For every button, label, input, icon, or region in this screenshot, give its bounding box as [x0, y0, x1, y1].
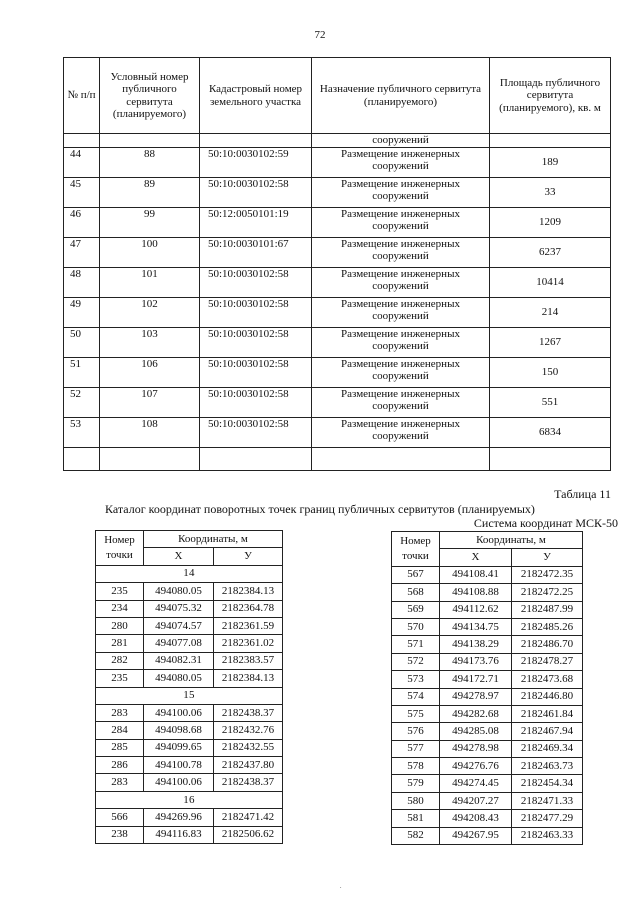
- header-num: № п/п: [64, 58, 100, 134]
- table-row: [64, 267, 611, 297]
- row-number: 47: [64, 237, 100, 267]
- coordinate-row: [392, 792, 583, 809]
- point-number: 238: [96, 826, 144, 843]
- point-number: 574: [392, 688, 440, 705]
- coordinate-row: [96, 652, 283, 669]
- coord-x: 494285.08: [440, 723, 512, 740]
- coord-y: 2182469.34: [512, 740, 583, 757]
- coord-y: 2182506.62: [214, 826, 283, 843]
- area: 10414: [490, 267, 611, 297]
- row-number: 48: [64, 267, 100, 297]
- coord-x: 494267.95: [440, 827, 512, 844]
- coordinate-row: [392, 705, 583, 722]
- header-cadastral-number: Кадастровый номер земельного участка: [200, 58, 312, 134]
- area: 33: [490, 177, 611, 207]
- header-point-number: Номер точки: [96, 531, 144, 566]
- purpose-line-2: сооружений: [372, 190, 429, 202]
- purpose-line-1: Размещение инженерных: [341, 147, 460, 160]
- coord-y: 2182478.27: [512, 653, 583, 670]
- coord-x: 494278.98: [440, 740, 512, 757]
- point-number: 572: [392, 653, 440, 670]
- purpose: [312, 267, 490, 297]
- point-number: 235: [96, 583, 144, 600]
- coord-y: 2182432.76: [214, 722, 283, 739]
- area: 6834: [490, 417, 611, 447]
- coord-y: 2182461.84: [512, 705, 583, 722]
- continuation-text: сооружений: [312, 134, 490, 148]
- purpose-line-1: Размещение инженерных: [341, 387, 460, 400]
- coordinates-table-right: [391, 531, 583, 845]
- point-number: 235: [96, 670, 144, 687]
- coord-y: 2182384.13: [214, 670, 283, 687]
- group-row: [96, 687, 283, 704]
- coord-y: 2182467.94: [512, 723, 583, 740]
- point-number: 569: [392, 601, 440, 618]
- coord-x: 494099.65: [144, 739, 214, 756]
- coord-x: 494138.29: [440, 636, 512, 653]
- cadastral-number: 50:10:0030102:59: [200, 147, 312, 177]
- table-title: Каталог координат поворотных точек границ публичных сервитутов (планируемых): [105, 502, 535, 516]
- coord-y: 2182485.26: [512, 618, 583, 635]
- coordinate-row: [96, 774, 283, 791]
- coordinate-row: [96, 809, 283, 826]
- coord-x: 494208.43: [440, 810, 512, 827]
- empty-cell: [64, 447, 100, 470]
- point-number: 570: [392, 618, 440, 635]
- purpose-line-1: Размещение инженерных: [341, 297, 460, 310]
- purpose: [312, 297, 490, 327]
- coordinate-row: [392, 827, 583, 844]
- coordinate-row: [96, 600, 283, 617]
- coord-x: 494173.76: [440, 653, 512, 670]
- row-number: 50: [64, 327, 100, 357]
- cadastral-number: 50:10:0030102:58: [200, 417, 312, 447]
- cadastral-number: 50:10:0030102:58: [200, 267, 312, 297]
- coordinate-row: [96, 583, 283, 600]
- cadastral-number: 50:12:0050101:19: [200, 207, 312, 237]
- area: 6237: [490, 237, 611, 267]
- cadastral-number: 50:10:0030102:58: [200, 387, 312, 417]
- point-number: 282: [96, 652, 144, 669]
- coord-x: 494075.32: [144, 600, 214, 617]
- conditional-number: 88: [100, 147, 200, 177]
- cadastral-number: 50:10:0030102:58: [200, 297, 312, 327]
- header-purpose: Назначение публичного сервитута (планируемого): [312, 58, 490, 134]
- purpose-line-2: сооружений: [372, 310, 429, 322]
- header-x: X: [144, 548, 214, 565]
- group-row: [96, 791, 283, 808]
- header-coordinates: Координаты, м: [144, 531, 283, 548]
- coord-y: 2182364.78: [214, 600, 283, 617]
- conditional-number: 103: [100, 327, 200, 357]
- purpose-line-1: Размещение инженерных: [341, 357, 460, 370]
- header-coordinates: Координаты, м: [440, 532, 583, 549]
- conditional-number: 99: [100, 207, 200, 237]
- header-conditional-number: Условный номер публичного сервитута (планируемого): [100, 58, 200, 134]
- area: 1267: [490, 327, 611, 357]
- point-number: 234: [96, 600, 144, 617]
- coord-x: 494074.57: [144, 617, 214, 634]
- coordinate-row: [392, 636, 583, 653]
- purpose-line-1: Размещение инженерных: [341, 267, 460, 280]
- purpose-line-1: Размещение инженерных: [341, 417, 460, 430]
- coord-x: 494172.71: [440, 671, 512, 688]
- point-number: 582: [392, 827, 440, 844]
- coord-x: 494100.78: [144, 757, 214, 774]
- conditional-number: 107: [100, 387, 200, 417]
- coord-x: 494100.06: [144, 704, 214, 721]
- coord-y: 2182487.99: [512, 601, 583, 618]
- conditional-number: 100: [100, 237, 200, 267]
- coordinate-row: [96, 617, 283, 634]
- table-row: [64, 327, 611, 357]
- coord-y: 2182437.80: [214, 757, 283, 774]
- table-row: [64, 207, 611, 237]
- conditional-number: 101: [100, 267, 200, 297]
- cadastral-number: 50:10:0030101:67: [200, 237, 312, 267]
- point-number: 573: [392, 671, 440, 688]
- table-label: Таблица 11: [554, 487, 611, 501]
- cadastral-number: 50:10:0030102:58: [200, 357, 312, 387]
- row-number: 46: [64, 207, 100, 237]
- area: 189: [490, 147, 611, 177]
- coord-x: 494282.68: [440, 705, 512, 722]
- coord-x: 494134.75: [440, 618, 512, 635]
- purpose: [312, 207, 490, 237]
- coord-y: 2182446.80: [512, 688, 583, 705]
- conditional-number: 89: [100, 177, 200, 207]
- point-number: 284: [96, 722, 144, 739]
- point-number: 568: [392, 584, 440, 601]
- coord-x: 494112.62: [440, 601, 512, 618]
- area: 214: [490, 297, 611, 327]
- servitude-group-number: 14: [96, 565, 283, 582]
- coordinate-row: [392, 671, 583, 688]
- point-number: 577: [392, 740, 440, 757]
- table-row: [64, 237, 611, 267]
- empty-cell: [200, 447, 312, 470]
- purpose: [312, 327, 490, 357]
- coord-y: 2182473.68: [512, 671, 583, 688]
- coordinate-system: Система координат МСК-50: [473, 516, 618, 530]
- coord-y: 2182454.34: [512, 775, 583, 792]
- coord-x: 494116.83: [144, 826, 214, 843]
- coord-y: 2182471.33: [512, 792, 583, 809]
- coordinate-row: [392, 601, 583, 618]
- coordinate-row: [96, 722, 283, 739]
- header-y: У: [512, 549, 583, 566]
- coord-y: 2182361.02: [214, 635, 283, 652]
- point-number: 581: [392, 810, 440, 827]
- continuation-row: [64, 134, 611, 148]
- row-number: 45: [64, 177, 100, 207]
- coord-y: 2182383.57: [214, 652, 283, 669]
- purpose-line-1: Размещение инженерных: [341, 327, 460, 340]
- coordinate-row: [392, 688, 583, 705]
- coordinate-row: [392, 653, 583, 670]
- coord-x: 494274.45: [440, 775, 512, 792]
- point-number: 580: [392, 792, 440, 809]
- cadastral-number: 50:10:0030102:58: [200, 177, 312, 207]
- empty-row: [64, 447, 611, 470]
- coordinate-row: [96, 757, 283, 774]
- point-number: 566: [96, 809, 144, 826]
- point-number: 578: [392, 758, 440, 775]
- row-number: 44: [64, 147, 100, 177]
- coord-y: 2182477.29: [512, 810, 583, 827]
- coord-y: 2182384.13: [214, 583, 283, 600]
- area: 150: [490, 357, 611, 387]
- coord-x: 494082.31: [144, 652, 214, 669]
- purpose: [312, 177, 490, 207]
- point-number: 579: [392, 775, 440, 792]
- purpose: [312, 387, 490, 417]
- conditional-number: 108: [100, 417, 200, 447]
- purpose-line-2: сооружений: [372, 400, 429, 412]
- group-row: [96, 565, 283, 582]
- point-number: 286: [96, 757, 144, 774]
- point-number: 576: [392, 723, 440, 740]
- header-x: X: [440, 549, 512, 566]
- coordinate-row: [392, 758, 583, 775]
- coord-y: 2182432.55: [214, 739, 283, 756]
- coord-x: 494080.05: [144, 583, 214, 600]
- row-number: 52: [64, 387, 100, 417]
- coord-y: 2182361.59: [214, 617, 283, 634]
- point-number: 571: [392, 636, 440, 653]
- servitude-group-number: 16: [96, 791, 283, 808]
- header-area: Площадь публичного сервитута (планируемого), кв. м: [490, 58, 611, 134]
- purpose-line-2: сооружений: [372, 220, 429, 232]
- coordinate-row: [96, 670, 283, 687]
- coord-x: 494278.97: [440, 688, 512, 705]
- purpose-line-2: сооружений: [372, 250, 429, 262]
- coordinate-row: [392, 618, 583, 635]
- purpose-line-2: сооружений: [372, 370, 429, 382]
- point-number: 283: [96, 774, 144, 791]
- point-number: 280: [96, 617, 144, 634]
- table-row: [64, 177, 611, 207]
- row-number: 49: [64, 297, 100, 327]
- coordinate-row: [392, 566, 583, 583]
- coord-x: 494276.76: [440, 758, 512, 775]
- coord-y: 2182463.73: [512, 758, 583, 775]
- point-number: 567: [392, 566, 440, 583]
- coordinate-row: [96, 635, 283, 652]
- header-y: У: [214, 548, 283, 565]
- purpose-line-2: сооружений: [372, 280, 429, 292]
- coordinate-row: [392, 775, 583, 792]
- coord-y: 2182486.70: [512, 636, 583, 653]
- point-number: 281: [96, 635, 144, 652]
- coordinate-row: [96, 704, 283, 721]
- point-number: 283: [96, 704, 144, 721]
- footer-mark: .: [340, 884, 342, 890]
- coord-x: 494100.06: [144, 774, 214, 791]
- coordinate-row: [392, 810, 583, 827]
- purpose-line-2: сооружений: [372, 430, 429, 442]
- area: 551: [490, 387, 611, 417]
- servitude-group-number: 15: [96, 687, 283, 704]
- coord-y: 2182463.33: [512, 827, 583, 844]
- purpose: [312, 147, 490, 177]
- servitude-table: [63, 57, 611, 471]
- empty-cell: [490, 447, 611, 470]
- purpose-line-1: Размещение инженерных: [341, 177, 460, 190]
- purpose: [312, 237, 490, 267]
- purpose-line-1: Размещение инженерных: [341, 237, 460, 250]
- point-number: 575: [392, 705, 440, 722]
- cadastral-number: 50:10:0030102:58: [200, 327, 312, 357]
- purpose-line-1: Размещение инженерных: [341, 207, 460, 220]
- coordinate-row: [392, 584, 583, 601]
- coord-x: 494108.41: [440, 566, 512, 583]
- area: 1209: [490, 207, 611, 237]
- coord-y: 2182438.37: [214, 704, 283, 721]
- table-row: [64, 357, 611, 387]
- coord-y: 2182472.25: [512, 584, 583, 601]
- purpose-line-2: сооружений: [372, 340, 429, 352]
- coordinates-table-left: [95, 530, 283, 844]
- empty-cell: [100, 447, 200, 470]
- table-row: [64, 387, 611, 417]
- conditional-number: 106: [100, 357, 200, 387]
- coord-x: 494098.68: [144, 722, 214, 739]
- coord-y: 2182472.35: [512, 566, 583, 583]
- coord-x: 494080.05: [144, 670, 214, 687]
- coord-x: 494077.08: [144, 635, 214, 652]
- page-number: 72: [314, 29, 326, 41]
- table-row: [64, 417, 611, 447]
- coordinate-row: [96, 826, 283, 843]
- empty-cell: [312, 447, 490, 470]
- row-number: 53: [64, 417, 100, 447]
- header-point-number: Номер точки: [392, 532, 440, 567]
- coord-y: 2182471.42: [214, 809, 283, 826]
- coordinate-row: [96, 739, 283, 756]
- row-number: 51: [64, 357, 100, 387]
- purpose: [312, 417, 490, 447]
- purpose-line-2: сооружений: [372, 160, 429, 172]
- coord-x: 494207.27: [440, 792, 512, 809]
- conditional-number: 102: [100, 297, 200, 327]
- coordinate-row: [392, 723, 583, 740]
- table-row: [64, 297, 611, 327]
- purpose: [312, 357, 490, 387]
- coord-y: 2182438.37: [214, 774, 283, 791]
- coord-x: 494108.88: [440, 584, 512, 601]
- point-number: 285: [96, 739, 144, 756]
- coord-x: 494269.96: [144, 809, 214, 826]
- coordinate-row: [392, 740, 583, 757]
- table-row: [64, 147, 611, 177]
